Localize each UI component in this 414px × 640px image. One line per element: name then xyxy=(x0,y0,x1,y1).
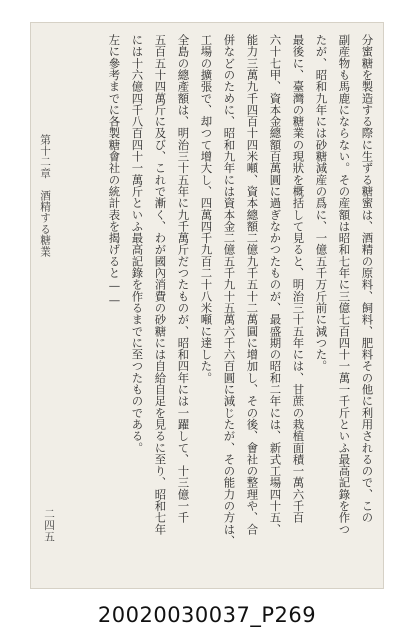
body-line: 最後に、臺灣の糖業の現狀を概括して見ると、明治三十五年には、甘蔗の栽植面積一萬六千百 xyxy=(291,34,306,524)
page-number: 二四五 xyxy=(43,508,55,543)
body-line: 分蜜糖を製造する際に生ずる糖蜜は、酒精の原料、飼料、肥料その他に利用されるので、この xyxy=(360,34,375,524)
body-line: 左に參考までに各製糖會社の統計表を揭げると—— xyxy=(107,34,122,308)
body-line: 全島の總產額は、明治三十五年に九千萬斤だつたものが、昭和四年には一躍して、十三億一千 xyxy=(176,34,191,524)
body-line: 五百五十四萬斤に及び、これで漸く、わが國內消費の砂糖には自給自足を見るに至り、昭和七年 xyxy=(153,34,168,535)
body-line: 併などのために、昭和九年には資本金二億五千九十五萬六千六百圓に減じたが、その能力の方は、 xyxy=(222,34,237,547)
body-line: 工場の擴張で、却つて增大し、四萬四千九百二十八米噸に達した。 xyxy=(199,34,214,384)
image-caption: 20020030037_P269 xyxy=(97,603,317,627)
body-line: 副産物も馬鹿にならない。その産額は昭和七年に三億七百四十一萬一千斤といふ最高記錄を作つ xyxy=(337,34,352,535)
body-line: 能力三萬九千四百十四米噸、資本總額二億九千五十二萬圓に增加し、その後、會社の整理や、合 xyxy=(245,34,260,535)
body-line: 六十七甲、資本金總額百萬圓に過ぎなかつたものが、最盛期の昭和二年には、新式工場四十五、 xyxy=(268,34,283,535)
chapter-header: 第十二章 酒精する糖業 xyxy=(39,134,51,258)
body-line: たが、昭和九年には砂糖減産の爲に、一億五千万斤前に減つた。 xyxy=(314,34,329,372)
body-line: には十六億四千八百四十一萬斤といふ最高記錄を作るまでに至つたものである。 xyxy=(130,34,145,454)
document-page xyxy=(30,22,384,589)
